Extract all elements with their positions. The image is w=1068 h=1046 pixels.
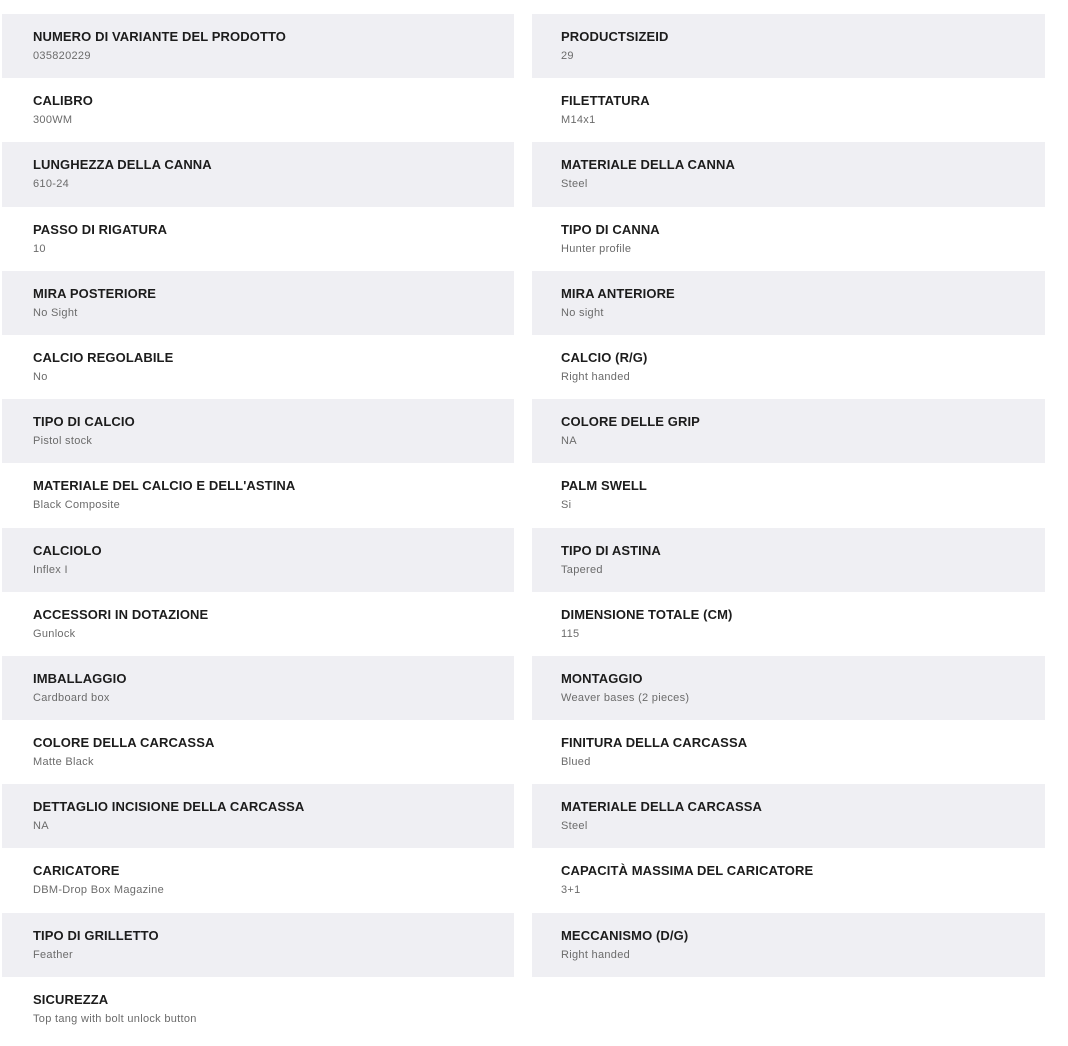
spec-value: Cardboard box — [33, 691, 110, 704]
spec-value: Right handed — [561, 948, 631, 961]
spec-label: DIMENSIONE TOTALE (CM) — [561, 606, 733, 622]
spec-item — [2, 592, 514, 656]
spec-label: TIPO DI CALCIO — [33, 414, 135, 430]
spec-label: TIPO DI GRILLETTO — [33, 927, 159, 943]
spec-label: NUMERO DI VARIANTE DEL PRODOTTO — [33, 29, 287, 44]
spec-label: PRODUCTSIZEID — [561, 29, 669, 44]
spec-label: MONTAGGIO — [561, 670, 643, 686]
spec-item — [532, 848, 1045, 912]
spec-item — [2, 720, 514, 784]
spec-item — [532, 463, 1045, 527]
spec-label: PALM SWELL — [561, 478, 647, 494]
spec-value: NA — [561, 435, 577, 448]
spec-label: PASSO DI RIGATURA — [33, 221, 168, 237]
spec-item — [532, 913, 1045, 977]
spec-value: Weaver bases (2 pieces) — [561, 691, 690, 704]
spec-item — [532, 528, 1045, 592]
spec-label: MATERIALE DELLA CARCASSA — [561, 799, 763, 815]
spec-label: MECCANISMO (D/G) — [561, 927, 689, 943]
spec-item — [2, 528, 514, 592]
spec-item — [532, 720, 1045, 784]
spec-item — [532, 271, 1045, 335]
spec-value: NA — [33, 820, 49, 833]
spec-item — [2, 78, 514, 142]
spec-item — [532, 656, 1045, 720]
spec-label: CALCIO (R/G) — [561, 349, 648, 365]
spec-value: 29 — [561, 50, 574, 62]
spec-item — [2, 207, 514, 271]
spec-label: COLORE DELLE GRIP — [561, 414, 700, 430]
spec-value: No Sight — [33, 306, 78, 319]
spec-item — [532, 78, 1045, 142]
spec-value: 610-24 — [33, 178, 70, 191]
spec-value: Top tang with bolt unlock button — [33, 1012, 197, 1025]
spec-label: ACCESSORI IN DOTAZIONE — [33, 606, 209, 622]
spec-label: MIRA ANTERIORE — [561, 285, 675, 301]
spec-value: Steel — [561, 820, 588, 833]
spec-label: CALCIO REGOLABILE — [33, 349, 174, 365]
spec-label: FILETTATURA — [561, 93, 650, 109]
spec-value: Black Composite — [33, 499, 121, 512]
spec-value: Right handed — [561, 370, 631, 383]
spec-value: Si — [561, 499, 572, 512]
spec-item — [532, 14, 1045, 78]
spec-item — [532, 399, 1045, 463]
spec-value: No sight — [561, 306, 604, 319]
spec-item — [2, 335, 514, 399]
spec-item — [2, 784, 514, 848]
spec-item — [2, 463, 514, 527]
specs-grid — [2, 14, 1045, 1041]
spec-label: COLORE DELLA CARCASSA — [33, 735, 215, 751]
spec-item — [2, 977, 514, 1041]
spec-value: 10 — [33, 242, 46, 255]
spec-value: 035820229 — [33, 50, 91, 62]
spec-value: Steel — [561, 178, 588, 191]
spec-label: CALCIOLO — [33, 542, 102, 558]
spec-label: MATERIALE DEL CALCIO E DELL'ASTINA — [33, 478, 296, 494]
spec-item — [532, 784, 1045, 848]
spec-item — [532, 207, 1045, 271]
spec-value: Hunter profile — [561, 242, 632, 255]
spec-value: Gunlock — [33, 627, 76, 640]
spec-label: LUNGHEZZA DELLA CANNA — [33, 157, 212, 173]
spec-item — [2, 142, 514, 206]
spec-item — [532, 335, 1045, 399]
spec-item — [532, 592, 1045, 656]
spec-value: Pistol stock — [33, 435, 93, 448]
spec-item — [2, 399, 514, 463]
spec-value: 115 — [561, 627, 580, 640]
spec-label: FINITURA DELLA CARCASSA — [561, 735, 748, 751]
spec-item — [2, 656, 514, 720]
spec-label: SICUREZZA — [33, 991, 109, 1007]
spec-value: Blued — [561, 756, 591, 769]
spec-label: CARICATORE — [33, 863, 120, 879]
spec-label: CAPACITÀ MASSIMA DEL CARICATORE — [561, 863, 814, 879]
spec-label: CALIBRO — [33, 93, 93, 109]
spec-label: IMBALLAGGIO — [33, 670, 127, 686]
spec-label: TIPO DI CANNA — [561, 221, 660, 237]
spec-value: Inflex I — [33, 563, 68, 576]
spec-value: Feather — [33, 948, 74, 961]
spec-value: 300WM — [33, 114, 73, 127]
spec-item — [2, 848, 514, 912]
spec-label: MIRA POSTERIORE — [33, 285, 157, 301]
spec-value: Matte Black — [33, 756, 94, 769]
spec-value: 3+1 — [561, 884, 581, 897]
spec-label: DETTAGLIO INCISIONE DELLA CARCASSA — [33, 799, 305, 815]
spec-item — [2, 271, 514, 335]
spec-label: MATERIALE DELLA CANNA — [561, 157, 735, 173]
spec-value: Tapered — [561, 563, 603, 576]
spec-label: TIPO DI ASTINA — [561, 542, 661, 558]
spec-item — [532, 142, 1045, 206]
spec-value: No — [33, 370, 48, 383]
spec-value: DBM-Drop Box Magazine — [33, 884, 165, 897]
spec-item — [2, 14, 514, 78]
spec-value: M14x1 — [561, 114, 596, 127]
spec-item — [2, 913, 514, 977]
